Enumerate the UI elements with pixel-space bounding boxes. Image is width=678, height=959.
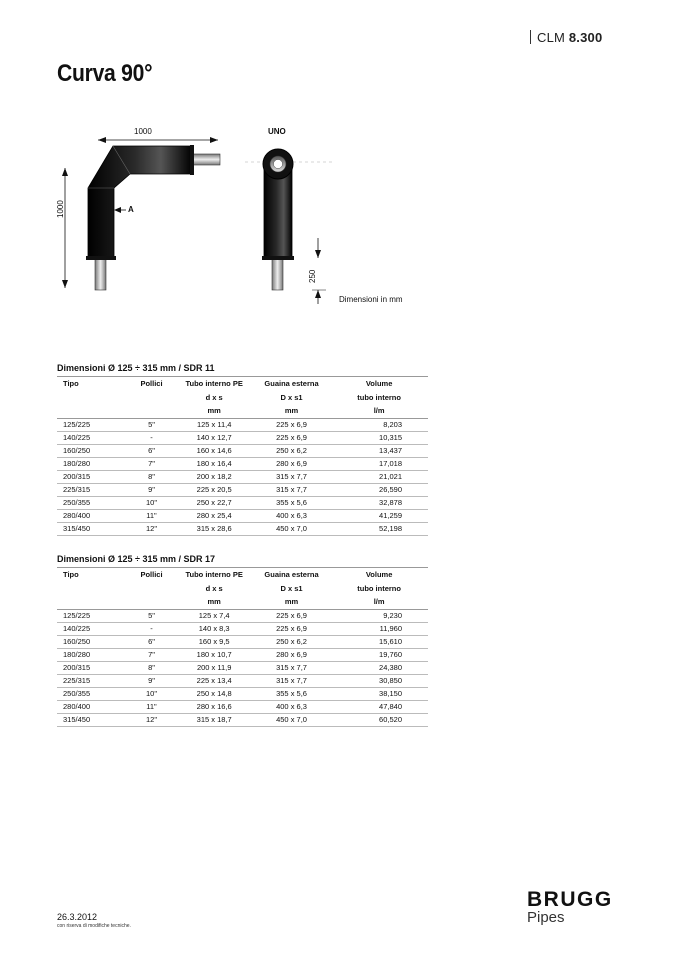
table-cell: 315/450 bbox=[57, 713, 127, 726]
table-row bbox=[57, 700, 428, 713]
table-cell: 5" bbox=[127, 418, 175, 431]
table-2-body bbox=[57, 609, 428, 726]
table-cell: 225 x 6,9 bbox=[253, 418, 330, 431]
table-cell: 8" bbox=[127, 470, 175, 483]
table-cell: 11" bbox=[127, 700, 175, 713]
table-row bbox=[57, 457, 428, 470]
table-row bbox=[57, 522, 428, 535]
table-row bbox=[57, 496, 428, 509]
table-cell: 47,840 bbox=[330, 700, 428, 713]
table-cell: 24,380 bbox=[330, 661, 428, 674]
label-a: A bbox=[128, 205, 134, 214]
table-cell: 280 x 25,4 bbox=[176, 509, 253, 522]
table-cell: 12" bbox=[127, 713, 175, 726]
table-cell: 315/450 bbox=[57, 522, 127, 535]
table-1-body bbox=[57, 418, 428, 535]
elbow-front-view bbox=[245, 127, 335, 290]
col-header: Tubo interno PE bbox=[176, 377, 253, 391]
col-unit bbox=[57, 595, 127, 609]
page-title: Curva 90° bbox=[57, 60, 153, 87]
table-cell: 7" bbox=[127, 457, 175, 470]
table-sdr17 bbox=[57, 567, 428, 727]
col-unit: l/m bbox=[330, 595, 428, 609]
table-row bbox=[57, 687, 428, 700]
col-subheader bbox=[127, 391, 175, 405]
col-unit: mm bbox=[176, 404, 253, 418]
brugg-logo bbox=[527, 889, 613, 926]
document-code bbox=[530, 30, 602, 45]
technical-drawing bbox=[50, 118, 410, 338]
col-unit: l/m bbox=[330, 404, 428, 418]
table-1-title: Dimensioni Ø 125 ÷ 315 mm / SDR 11 bbox=[57, 363, 215, 373]
table-cell: 8" bbox=[127, 661, 175, 674]
table-cell: 315 x 7,7 bbox=[253, 674, 330, 687]
table-cell: 315 x 7,7 bbox=[253, 483, 330, 496]
table-cell: 12" bbox=[127, 522, 175, 535]
view-label: UNO bbox=[268, 127, 286, 136]
table-row bbox=[57, 483, 428, 496]
table-cell: 6" bbox=[127, 635, 175, 648]
table-cell: 200/315 bbox=[57, 470, 127, 483]
table-cell: 200 x 18,2 bbox=[176, 470, 253, 483]
table-cell: 225/315 bbox=[57, 674, 127, 687]
col-header: Tubo interno PE bbox=[176, 568, 253, 582]
col-header: Guaina esterna bbox=[253, 377, 330, 391]
col-header: Volume bbox=[330, 377, 428, 391]
dimension-250 bbox=[308, 238, 403, 304]
table-cell: 250/355 bbox=[57, 687, 127, 700]
table-cell: 125/225 bbox=[57, 418, 127, 431]
table-cell: 140 x 8,3 bbox=[176, 622, 253, 635]
table-cell: 26,590 bbox=[330, 483, 428, 496]
table-cell: 180 x 16,4 bbox=[176, 457, 253, 470]
col-subheader: D x s1 bbox=[280, 392, 303, 402]
table-cell: - bbox=[127, 431, 175, 444]
table-cell: 9,230 bbox=[330, 609, 428, 622]
table-row bbox=[57, 713, 428, 726]
table-cell: 41,259 bbox=[330, 509, 428, 522]
table-cell: 280 x 16,6 bbox=[176, 700, 253, 713]
table-cell: 400 x 6,3 bbox=[253, 509, 330, 522]
table-cell: 225/315 bbox=[57, 483, 127, 496]
table-cell: 200 x 11,9 bbox=[176, 661, 253, 674]
table-cell: 9" bbox=[127, 674, 175, 687]
table-row bbox=[57, 444, 428, 457]
table-cell: 250/355 bbox=[57, 496, 127, 509]
table-row bbox=[57, 418, 428, 431]
table-cell: 180 x 10,7 bbox=[176, 648, 253, 661]
table-cell: 6" bbox=[127, 444, 175, 457]
table-cell: 21,021 bbox=[330, 470, 428, 483]
table-cell: 140 x 12,7 bbox=[176, 431, 253, 444]
col-unit bbox=[57, 404, 127, 418]
table-row bbox=[57, 509, 428, 522]
table-cell: 250 x 6,2 bbox=[253, 444, 330, 457]
table-cell: 38,150 bbox=[330, 687, 428, 700]
col-subheader bbox=[127, 582, 175, 596]
table-cell: 450 x 7,0 bbox=[253, 522, 330, 535]
table-cell: 355 x 5,6 bbox=[253, 687, 330, 700]
col-subheader: tubo interno bbox=[357, 392, 401, 402]
col-unit: mm bbox=[176, 595, 253, 609]
dim-left-label: 1000 bbox=[56, 200, 65, 218]
code-number: 8.300 bbox=[568, 30, 603, 45]
table-sdr11 bbox=[57, 376, 428, 536]
col-header: Guaina esterna bbox=[253, 568, 330, 582]
table-cell: 160 x 14,6 bbox=[176, 444, 253, 457]
col-header: Tipo bbox=[57, 568, 127, 582]
table-cell: 355 x 5,6 bbox=[253, 496, 330, 509]
dimension-top bbox=[98, 127, 218, 143]
table-cell: 225 x 20,5 bbox=[176, 483, 253, 496]
table-cell: 125/225 bbox=[57, 609, 127, 622]
table-cell: 315 x 7,7 bbox=[253, 470, 330, 483]
table-cell: 140/225 bbox=[57, 622, 127, 635]
table-cell: 200/315 bbox=[57, 661, 127, 674]
col-header: Tipo bbox=[57, 377, 127, 391]
table-cell: 15,610 bbox=[330, 635, 428, 648]
table-cell: 225 x 6,9 bbox=[253, 431, 330, 444]
table-cell: 9" bbox=[127, 483, 175, 496]
col-subheader bbox=[57, 582, 127, 596]
table-cell: 160/250 bbox=[57, 635, 127, 648]
table-cell: 280/400 bbox=[57, 509, 127, 522]
table-cell: 225 x 6,9 bbox=[253, 609, 330, 622]
table-cell: 125 x 7,4 bbox=[176, 609, 253, 622]
table-cell: 19,760 bbox=[330, 648, 428, 661]
table-cell: 30,850 bbox=[330, 674, 428, 687]
code-separator bbox=[530, 30, 531, 44]
table-cell: 315 x 18,7 bbox=[176, 713, 253, 726]
elbow-side-view bbox=[86, 145, 220, 290]
col-unit: mm bbox=[253, 404, 330, 418]
dim-250-label: 250 bbox=[308, 269, 317, 283]
footer-note: con riserva di modifiche tecniche. bbox=[57, 923, 131, 929]
table-cell: 180/280 bbox=[57, 457, 127, 470]
dim-top-label: 1000 bbox=[134, 127, 152, 136]
table-cell: 225 x 6,9 bbox=[253, 622, 330, 635]
table-row bbox=[57, 622, 428, 635]
table-cell: 32,878 bbox=[330, 496, 428, 509]
table-row bbox=[57, 635, 428, 648]
table-row bbox=[57, 470, 428, 483]
code-prefix: CLM bbox=[537, 30, 569, 45]
units-note: Dimensioni in mm bbox=[339, 295, 403, 304]
col-unit bbox=[127, 404, 175, 418]
table-cell: 280/400 bbox=[57, 700, 127, 713]
table-cell: 7" bbox=[127, 648, 175, 661]
col-subheader: D x s1 bbox=[280, 583, 303, 593]
table-cell: 17,018 bbox=[330, 457, 428, 470]
table-cell: 250 x 6,2 bbox=[253, 635, 330, 648]
table-cell: 10" bbox=[127, 687, 175, 700]
table-cell: 10" bbox=[127, 496, 175, 509]
table-cell: 315 x 7,7 bbox=[253, 661, 330, 674]
col-unit: mm bbox=[253, 595, 330, 609]
table-cell: 160/250 bbox=[57, 444, 127, 457]
table-row bbox=[57, 609, 428, 622]
table-cell: 250 x 14,8 bbox=[176, 687, 253, 700]
table-cell: 10,315 bbox=[330, 431, 428, 444]
col-header: Pollici bbox=[127, 568, 175, 582]
table-cell: 315 x 28,6 bbox=[176, 522, 253, 535]
table-cell: 225 x 13,4 bbox=[176, 674, 253, 687]
table-cell: 11,960 bbox=[330, 622, 428, 635]
col-unit bbox=[127, 595, 175, 609]
table-cell: 60,520 bbox=[330, 713, 428, 726]
table-cell: 180/280 bbox=[57, 648, 127, 661]
col-subheader: d x s bbox=[205, 583, 223, 593]
col-subheader bbox=[57, 391, 127, 405]
table-cell: 280 x 6,9 bbox=[253, 457, 330, 470]
table-cell: 450 x 7,0 bbox=[253, 713, 330, 726]
dimension-left bbox=[56, 168, 68, 288]
table-cell: 13,437 bbox=[330, 444, 428, 457]
table-row bbox=[57, 431, 428, 444]
footer-date: 26.3.2012 bbox=[57, 912, 98, 922]
table-cell: 52,198 bbox=[330, 522, 428, 535]
table-cell: 280 x 6,9 bbox=[253, 648, 330, 661]
brand-sub: Pipes bbox=[527, 909, 565, 926]
table-2-title: Dimensioni Ø 125 ÷ 315 mm / SDR 17 bbox=[57, 554, 216, 564]
table-cell: 140/225 bbox=[57, 431, 127, 444]
table-cell: 160 x 9,5 bbox=[176, 635, 253, 648]
table-cell: 400 x 6,3 bbox=[253, 700, 330, 713]
table-cell: 8,203 bbox=[330, 418, 428, 431]
table-row bbox=[57, 648, 428, 661]
col-header: Pollici bbox=[127, 377, 175, 391]
col-subheader: tubo interno bbox=[357, 583, 401, 593]
brand-name: BRUGG bbox=[527, 888, 613, 911]
table-row bbox=[57, 661, 428, 674]
table-row bbox=[57, 674, 428, 687]
col-header: Volume bbox=[330, 568, 428, 582]
table-cell: 250 x 22,7 bbox=[176, 496, 253, 509]
table-cell: 5" bbox=[127, 609, 175, 622]
table-cell: 125 x 11,4 bbox=[176, 418, 253, 431]
table-cell: - bbox=[127, 622, 175, 635]
col-subheader: d x s bbox=[205, 392, 223, 402]
table-cell: 11" bbox=[127, 509, 175, 522]
